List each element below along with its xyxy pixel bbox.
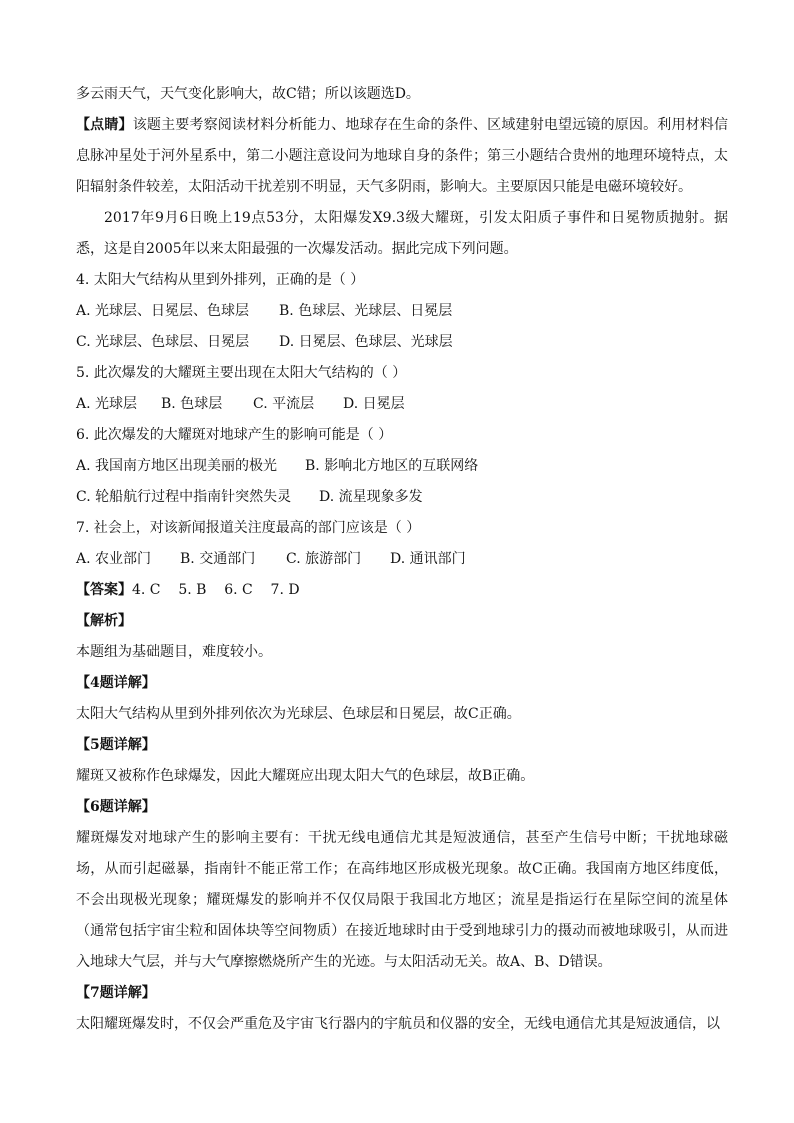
answer-values: 4. C 5. B 6. C 7. D — [132, 582, 300, 598]
detail-7-text: 太阳耀斑爆发时，不仅会严重危及宇宙飞行器内的宇航员和仪器的安全，无线电通信尤其是短波通信，以 — [76, 1016, 720, 1032]
option-6b: B. 影响北方地区的互联网络 — [305, 458, 479, 474]
option-5a: A. 光球层 — [76, 396, 138, 412]
analysis-text: 本题组为基础题目，难度较小。 — [76, 644, 272, 660]
option-4d: D. 日冕层、色球层、光球层 — [279, 334, 453, 350]
detail-7-heading: 【7题详解】 — [76, 985, 156, 1001]
question-7: 7. 社会上，对该新闻报道关注度最高的部门应该是（ ） — [76, 520, 421, 536]
option-6d: D. 流星现象多发 — [319, 489, 423, 505]
option-6a: A. 我国南方地区出现美丽的极光 — [76, 458, 278, 474]
question-4: 4. 太阳大气结构从里到外排列，正确的是（ ） — [76, 272, 365, 288]
option-7a: A. 农业部门 — [76, 551, 152, 567]
question-6: 6. 此次爆发的大耀斑对地球产生的影响可能是（ ） — [76, 427, 393, 443]
question-4-options-row2 — [76, 327, 728, 358]
option-7b: B. 交通部门 — [180, 551, 256, 567]
option-4b: B. 色球层、光球层、日冕层 — [279, 303, 453, 319]
option-7d: D. 通讯部门 — [390, 551, 466, 567]
dianjing-heading: 【点睛】 — [76, 117, 133, 133]
continued-answer-line: 多云雨天气，天气变化影响大，故C错；所以该题选D。 — [76, 86, 420, 102]
detail-5-heading: 【5题详解】 — [76, 737, 156, 753]
option-5b: B. 色球层 — [161, 396, 223, 412]
question-6-options-row2 — [76, 482, 728, 513]
detail-4-text: 太阳大气结构从里到外排列依次为光球层、色球层和日冕层，故C正确。 — [76, 706, 521, 722]
document-body — [76, 79, 728, 1040]
question-6-options-row1 — [76, 451, 728, 482]
option-5d: D. 日冕层 — [343, 396, 405, 412]
dianjing-text: 该题主要考察阅读材料分析能力、地球存在生命的条件、区域建射电望远镜的原因。利用材料信息脉冲星处于河外星系中，第二小题注意设问为地球自身的条件；第三小题结合贵州的地理环境特点，太阳辐射条件较差，太阳活动干扰差别不明显，天气多阴雨，影响大。主要原因只能是电磁环境较好。 — [76, 117, 729, 195]
question-4-options-row1 — [76, 296, 728, 327]
answer-line — [76, 575, 728, 606]
analysis-heading: 【解析】 — [76, 613, 132, 629]
question-5-options — [76, 389, 728, 420]
detail-6-heading: 【6题详解】 — [76, 799, 156, 815]
option-4c: C. 光球层、色球层、日冕层 — [76, 334, 250, 350]
detail-4-heading: 【4题详解】 — [76, 675, 156, 691]
option-7c: C. 旅游部门 — [286, 551, 362, 567]
option-5c: C. 平流层 — [253, 396, 315, 412]
dianjing-paragraph — [76, 110, 728, 203]
detail-5-text: 耀斑又被称作色球爆发，因此大耀斑应出现太阳大气的色球层，故B正确。 — [76, 768, 535, 784]
option-6c: C. 轮船航行过程中指南针突然失灵 — [76, 489, 292, 505]
question-7-options — [76, 544, 728, 575]
question-5: 5. 此次爆发的大耀斑主要出现在太阳大气结构的（ ） — [76, 365, 407, 381]
material-intro: 2017年9月6日晚上19点53分，太阳爆发X9.3级大耀斑，引发太阳质子事件和日冕物质抛射。据悉，这是自2005年以来太阳最强的一次爆发活动。据此完成下列问题。 — [76, 210, 728, 257]
detail-6-text: 耀斑爆发对地球产生的影响主要有：干扰无线电通信尤其是短波通信，甚至产生信号中断；干扰地球磁场，从而引起磁暴，指南针不能正常工作；在高纬地区形成极光现象。故C正确。我国南方地区纬度低，不会出现极光现象；耀斑爆发的影响并不仅仅局限于我国北方地区；流星是指运行在星际空间的流星体（通常包括宇宙尘粒和固体块等空间物质）在接近地球时由于受到地球引力的摄动而被地球吸引，从而进入地球大气层，并与大气摩擦燃烧所产生的光迹。与太阳活动无关。故A、B、D错误。 — [76, 830, 728, 970]
option-4a: A. 光球层、日冕层、色球层 — [76, 303, 250, 319]
answer-heading: 【答案】 — [76, 582, 132, 598]
